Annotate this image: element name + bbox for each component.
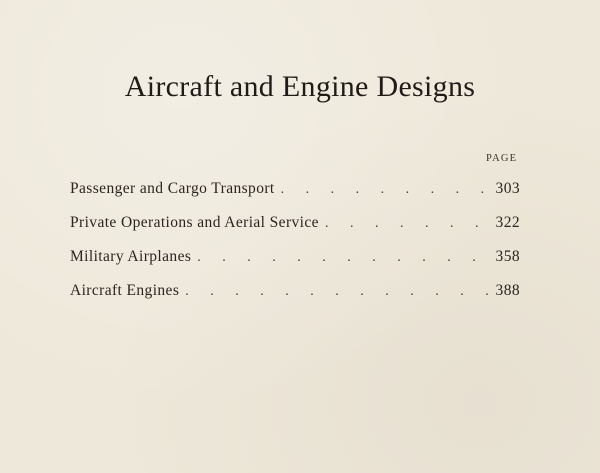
toc-entry-page: 303	[495, 180, 520, 197]
toc-entry-title: Military Airplanes	[70, 248, 192, 265]
toc-entry-title: Aircraft Engines	[70, 282, 180, 299]
dot-leader	[281, 182, 490, 198]
toc-entry-aircraft-engines	[70, 282, 520, 316]
dot-leader	[325, 216, 490, 232]
dot-leader	[197, 250, 490, 266]
toc-entry-military-airplanes	[70, 248, 520, 282]
toc-entry-page: 388	[495, 282, 520, 299]
toc-entry-page: 358	[495, 248, 520, 265]
toc-entry-page: 322	[495, 214, 520, 231]
table-of-contents	[70, 180, 520, 316]
page-title: Aircraft and Engine Designs	[124, 70, 476, 103]
dot-leader	[185, 284, 490, 300]
page-column-header: PAGE	[486, 153, 518, 164]
toc-entry-title: Passenger and Cargo Transport	[70, 180, 275, 197]
toc-entry-private-operations	[70, 214, 520, 248]
toc-entry-title: Private Operations and Aerial Service	[70, 214, 319, 231]
toc-entry-passenger-cargo	[70, 180, 520, 214]
